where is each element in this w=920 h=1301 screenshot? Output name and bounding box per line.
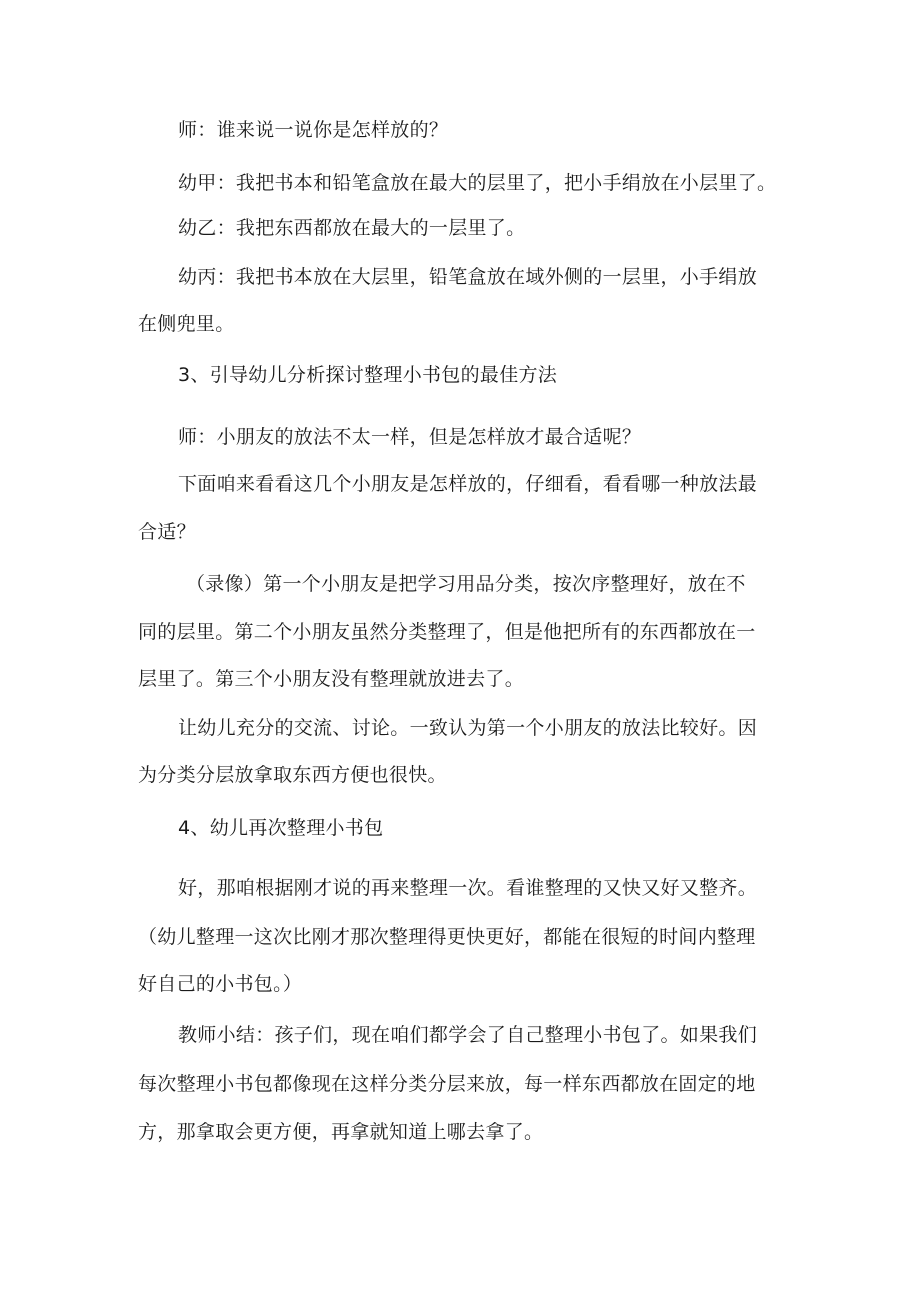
paragraph-summary-line-2: 每次整理小书包都像现在这样分类分层来放，每一样东西都放在固定的地 (138, 1073, 756, 1095)
paragraph-teacher-question: 师：谁来说一说你是怎样放的？ (178, 119, 449, 141)
paragraph-reorganize-line-3: 好自己的小书包。） (138, 973, 303, 995)
paragraph-video-line-1: （录像）第一个小朋友是把学习用品分类，按次序整理好，放在不 (186, 573, 746, 595)
paragraph-child-b: 幼乙：我把东西都放在最大的一层里了。 (178, 217, 526, 239)
paragraph-discussion-line-2: 为分类分层放拿取东西方便也很快。 (138, 764, 447, 786)
paragraph-teacher-prompt: 师：小朋友的放法不太一样，但是怎样放才最合适呢？ (178, 426, 642, 448)
paragraph-child-c-line-1: 幼丙：我把书本放在大层里，铅笔盒放在域外侧的一层里，小手绢放 (178, 266, 758, 288)
paragraph-reorganize-line-1: 好，那咱根据刚才说的再来整理一次。看谁整理的又快又好又整齐。 (178, 877, 758, 899)
paragraph-watch-line-2: 合适？ (138, 521, 196, 543)
section-heading-4: 4、幼儿再次整理小书包 (178, 817, 384, 839)
paragraph-child-a: 幼甲：我把书本和铅笔盒放在最大的层里了，把小手绢放在小层里了。 (178, 172, 777, 194)
section-heading-3: 3、引导幼儿分析探讨整理小书包的最佳方法 (178, 364, 558, 386)
paragraph-child-c-line-2: 在侧兜里。 (138, 313, 235, 335)
paragraph-watch-line-1: 下面咱来看看这几个小朋友是怎样放的，仔细看，看看哪一种放法最 (178, 473, 758, 495)
paragraph-summary-line-1: 教师小结：孩子们，现在咱们都学会了自己整理小书包了。如果我们 (178, 1024, 758, 1046)
paragraph-video-line-2: 同的层里。第二个小朋友虽然分类整理了，但是他把所有的东西都放在一 (138, 621, 756, 643)
paragraph-reorganize-line-2: （幼儿整理一这次比刚才那次整理得更快更好，都能在很短的时间内整理 (138, 926, 756, 948)
paragraph-discussion-line-1: 让幼儿充分的交流、讨论。一致认为第一个小朋友的放法比较好。因 (178, 717, 758, 739)
paragraph-video-line-3: 层里了。第三个小朋友没有整理就放进去了。 (138, 668, 525, 690)
paragraph-summary-line-3: 方，那拿取会更方便，再拿就知道上哪去拿了。 (138, 1121, 544, 1143)
